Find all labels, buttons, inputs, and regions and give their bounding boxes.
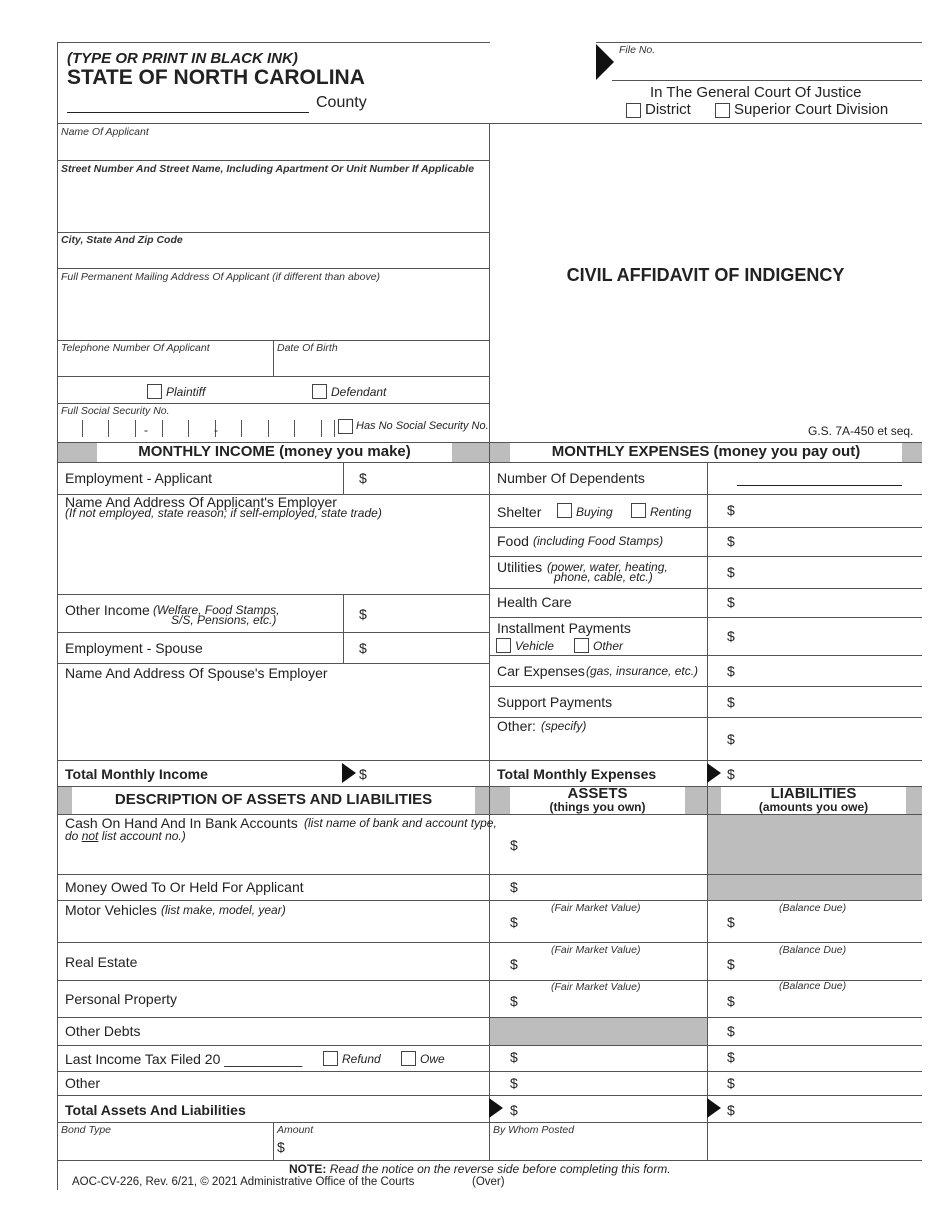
real-estate-label: Real Estate [65,954,138,970]
other-installment-checkbox[interactable] [574,638,589,653]
dollar-sign: $ [727,564,735,580]
support-label: Support Payments [497,694,613,710]
rule [57,403,489,404]
rule [57,1122,922,1123]
dollar-sign: $ [727,1049,735,1065]
rule [57,594,489,595]
other-debts-label: Other Debts [65,1023,141,1039]
assets-liabilities-header: DESCRIPTION OF ASSETS AND LIABILITIES [114,791,433,808]
dollar-sign: $ [727,731,735,747]
rule [596,42,922,43]
dependents-label: Number Of Dependents [497,470,645,486]
fmv-label: (Fair Market Value) [551,944,641,956]
tax-label: Last Income Tax Filed 20 __________ [65,1051,303,1067]
other-income-label: Other Income [65,602,150,618]
arrow-icon [596,44,614,80]
street-label: Street Number And Street Name, Including Apartment Or Unit Number If Applicable [61,163,475,175]
rule [57,632,489,633]
rule [57,663,489,664]
other-asset-label: Other [65,1075,101,1091]
shade [902,443,922,462]
rule [57,900,922,901]
rule [489,717,922,718]
total-income-label: Total Monthly Income [65,766,208,782]
ssn-digit-separator [294,420,295,437]
liabilities-subtitle: (amounts you owe) [758,800,869,814]
shade [58,443,97,462]
dollar-sign: $ [727,766,735,782]
shade [490,443,510,462]
cash-label: Cash On Hand And In Bank Accounts [65,815,298,831]
dollar-sign: $ [510,1075,518,1091]
fmv-label: (Fair Market Value) [551,981,641,993]
dollar-sign: $ [727,594,735,610]
county-label: County [316,94,367,111]
dollar-sign: $ [727,628,735,644]
rule [273,1122,274,1160]
mailing-label: Full Permanent Mailing Address Of Applicant (if different than above) [61,271,381,283]
dollar-sign: $ [359,766,367,782]
shade [452,443,489,462]
dollar-sign: $ [727,993,735,1009]
dollar-sign: $ [727,1102,735,1118]
dollar-sign: $ [727,1075,735,1091]
note-text: Read the notice on the reverse side before completing this form. [329,1162,671,1176]
defendant-checkbox[interactable] [312,384,327,399]
other-income-note: S/S, Pensions, etc.) [171,613,277,627]
dollar-sign: $ [727,663,735,679]
plaintiff-label: Plaintiff [166,385,206,399]
utilities-label: Utilities [497,559,543,575]
shelter-label: Shelter [497,504,542,520]
cash-note: (list name of bank and account type, [304,816,497,830]
dob-label: Date Of Birth [277,342,338,354]
arrow-icon [489,1098,503,1118]
dollar-sign: $ [510,914,518,930]
rule [489,617,922,618]
rule [489,588,922,589]
refund-label: Refund [342,1052,381,1066]
rule [57,874,922,875]
ssn-label: Full Social Security No. [61,405,170,417]
owe-checkbox[interactable] [401,1051,416,1066]
motor-label: Motor Vehicles [65,902,157,918]
bond-type-label: Bond Type [61,1124,112,1136]
shade [490,1018,707,1045]
dollar-sign: $ [727,502,735,518]
rule [273,340,274,376]
employer-note: (If not employed, state reason; if self-employed, state trade) [65,506,382,520]
total-assets-label: Total Assets And Liabilities [65,1102,246,1118]
court-label: In The General Court Of Justice [650,84,862,101]
superior-label: Superior Court Division [734,101,889,118]
employment-spouse-label: Employment - Spouse [65,640,203,656]
utilities-note: (power, water, heating, [547,560,668,574]
money-owed-label: Money Owed To Or Held For Applicant [65,879,304,895]
employer-label: Name And Address Of Applicant's Employer [65,494,337,510]
dollar-sign: $ [510,837,518,853]
arrow-icon [707,1098,721,1118]
ssn-digit-separator [188,420,189,437]
shade [708,787,721,814]
no-ssn-checkbox[interactable] [338,419,353,434]
rule [57,232,489,233]
ssn-digit-separator [334,420,335,437]
ssn-digit-separator [135,420,136,437]
rule [57,1045,922,1046]
ssn-dash: - [214,423,218,437]
ssn-digit-separator [321,420,322,437]
dollar-sign: $ [727,1023,735,1039]
district-label: District [645,101,691,118]
amount-label: Amount [277,1124,314,1136]
defendant-label: Defendant [331,385,387,399]
dollar-sign: $ [510,1102,518,1118]
rule [57,1095,922,1096]
dependents-field[interactable] [737,485,902,486]
ink-note: (TYPE OR PRINT IN BLACK INK) [67,50,298,67]
county-field[interactable] [67,112,309,113]
rule [489,494,922,495]
by-whom-label: By Whom Posted [493,1124,575,1136]
balance-label: (Balance Due) [779,902,847,914]
rule [57,268,489,269]
renting-checkbox[interactable] [631,503,646,518]
rule [489,556,922,557]
income-header: MONTHLY INCOME (money you make) [138,443,411,460]
fmv-label: (Fair Market Value) [551,902,641,914]
renting-label: Renting [650,505,692,519]
shade [906,787,922,814]
balance-label: (Balance Due) [779,944,847,956]
ssn-dash: - [144,423,148,437]
shade [475,787,489,814]
shade [58,787,72,814]
rule [57,376,489,377]
rule [57,1160,922,1161]
other-income-note: (Welfare, Food Stamps, [153,603,280,617]
liabilities-title: LIABILITIES [770,785,857,802]
personal-property-label: Personal Property [65,991,178,1007]
shade [490,787,510,814]
food-note: (including Food Stamps) [533,534,664,548]
dollar-sign: $ [727,956,735,972]
no-ssn-label: Has No Social Security No. [356,420,489,432]
dollar-sign: $ [359,640,367,656]
note-label: NOTE: [289,1162,327,1176]
utilities-note: phone, cable, etc.) [554,570,653,584]
refund-checkbox[interactable] [323,1051,338,1066]
rule [57,42,490,43]
city-label: City, State And Zip Code [61,234,183,246]
health-label: Health Care [497,594,572,610]
rule [489,527,922,528]
ssn-digit-separator [82,420,83,437]
dollar-sign: $ [510,993,518,1009]
rule [57,462,922,463]
assets-title: ASSETS [567,785,628,802]
name-label: Name Of Applicant [61,126,149,138]
buying-checkbox[interactable] [557,503,572,518]
arrow-icon [342,763,356,783]
specify-note: (specify) [541,719,587,733]
arrow-icon [707,763,721,783]
dollar-sign: $ [727,914,735,930]
dollar-sign: $ [727,533,735,549]
vehicle-label: Vehicle [515,639,554,653]
ssn-digit-separator [241,420,242,437]
buying-label: Buying [576,505,613,519]
text: list account no.) [98,829,186,843]
car-label: Car Expenses [497,663,585,679]
spouse-employer-label: Name And Address Of Spouse's Employer [65,665,328,681]
text: not [81,829,99,843]
dollar-sign: $ [277,1139,285,1155]
car-note: (gas, insurance, etc.) [586,664,699,678]
file-no-label: File No. [619,44,656,56]
assets-subtitle: (things you own) [549,800,646,814]
dollar-sign: $ [727,694,735,710]
other-installment-label: Other [593,639,624,653]
expenses-header: MONTHLY EXPENSES (money you pay out) [551,443,861,460]
cash-note [65,829,186,843]
plaintiff-checkbox[interactable] [147,384,162,399]
shade [685,787,707,814]
rule [489,655,922,656]
other-expense-label: Other: [497,718,536,734]
employment-applicant-label: Employment - Applicant [65,470,213,486]
motor-note: (list make, model, year) [161,903,286,917]
file-no-field[interactable] [612,80,922,81]
dollar-sign: $ [359,606,367,622]
dollar-sign: $ [510,1049,518,1065]
food-label: Food [497,533,529,549]
owe-label: Owe [420,1052,445,1066]
form-title: CIVIL AFFIDAVIT OF INDIGENCY [566,265,845,285]
total-expenses-label: Total Monthly Expenses [497,766,657,782]
balance-label: (Balance Due) [779,980,847,992]
over-label: (Over) [472,1176,505,1188]
rule [707,462,708,786]
rule [57,123,922,124]
vehicle-checkbox[interactable] [496,638,511,653]
rule [343,462,344,494]
ssn-digit-separator [268,420,269,437]
dollar-sign: $ [359,470,367,486]
statute: G.S. 7A-450 et seq. [808,424,914,438]
state-name: STATE OF NORTH CAROLINA [67,66,365,89]
rule [489,686,922,687]
ssn-digit-separator [108,420,109,437]
district-checkbox[interactable] [626,103,641,118]
rule [57,760,922,761]
superior-checkbox[interactable] [715,103,730,118]
rule [343,594,344,663]
ssn-digit-separator [162,420,163,437]
text: do [65,829,82,843]
form-id: AOC-CV-226, Rev. 6/21, © 2021 Administrative Office of the Courts [72,1176,415,1188]
installment-label: Installment Payments [497,620,631,636]
phone-label: Telephone Number Of Applicant [61,342,210,354]
footer-note [289,1162,671,1176]
dollar-sign: $ [510,956,518,972]
rule [57,160,489,161]
rule [57,942,922,943]
rule [57,1071,922,1072]
shade [708,815,922,900]
dollar-sign: $ [510,879,518,895]
